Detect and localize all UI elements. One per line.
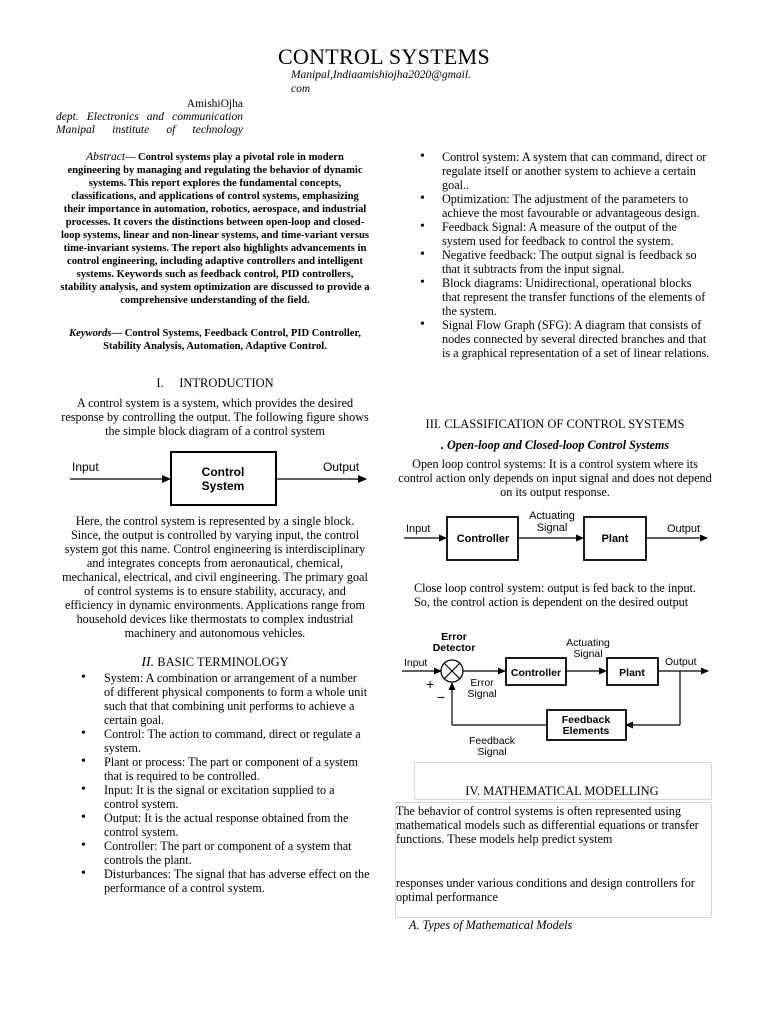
abstract-text: Control systems play a pivotal role in modern engineering by managing and regulating the behavior of dynamic systems. This report explores the fundamental concepts, classifications, and applications of control systems, emphasizing their importance in automation, robotics, aerospace, and industrial processes. It covers the distinctions between open-loop and closed-loop systems, linear and non-linear systems, and time-variant versus time-invariant systems. The report also highlights advancements in control engineering, including adaptive controllers and intelligent systems. Keywords such as feedback control, PID controllers, stability analysis, and system optimization are discussed to provide a comprehensive understanding of the field. bbox=[60, 152, 370, 306]
fig3-actuating-line-1: Actuating bbox=[566, 637, 610, 649]
email-line-1: Manipal,Indiaamishiojha2020@gmail. bbox=[291, 69, 471, 81]
term-item: • Signal Flow Graph (SFG): A diagram that consists of nodes connected by several directed branches and that is a graphical representation of a set of linear relations. bbox=[420, 318, 712, 360]
author-block bbox=[56, 98, 243, 137]
terminology-heading-num: II. bbox=[141, 655, 155, 670]
term-item: • Control: The action to command, direct or regulate a system. bbox=[60, 727, 370, 755]
subheading-prefix: . bbox=[440, 438, 444, 452]
abstract-lead: Abstract bbox=[86, 151, 126, 163]
fig3-error-detector-line-2: Detector bbox=[432, 642, 476, 654]
classification-subheading bbox=[398, 438, 712, 452]
open-loop-text: Open loop control systems: It is a control system where its control action only depends on input signal and does not depend on its output response. bbox=[398, 457, 712, 499]
term-item: • Output: It is the actual response obtained from the control system. bbox=[60, 811, 370, 839]
fig3-feedback-signal-line-1: Feedback bbox=[468, 735, 516, 747]
affiliation-line-1: dept. Electronics and communication bbox=[56, 111, 243, 123]
closed-loop-text-body: Close loop control system: output is fed back to the input. So, the control action is dependent on the desired output bbox=[414, 581, 696, 609]
fig3-error-detector-line-1: Error bbox=[441, 631, 467, 643]
paper-title: CONTROL SYSTEMS bbox=[277, 44, 491, 69]
fig1-block-line-1: Control bbox=[201, 465, 245, 479]
keywords-text: — Control Systems, Feedback Control, PID Controller, Stability Analysis, Automation, Adaptive Control. bbox=[103, 328, 361, 352]
fig2-plant-label: Plant bbox=[601, 533, 629, 545]
fig3-plant-label: Plant bbox=[619, 667, 645, 679]
term-item: • Negative feedback: The output signal is feedback so that it subtracts from the input signal. bbox=[420, 248, 712, 276]
fig1-block-line-2: System bbox=[201, 479, 245, 493]
keywords bbox=[60, 327, 370, 353]
intro-heading-text: INTRODUCTION bbox=[179, 376, 274, 390]
fig2-controller-label: Controller bbox=[456, 533, 510, 545]
terminology-heading bbox=[60, 655, 370, 670]
intro-heading bbox=[60, 376, 370, 390]
fig3-feedback-elements-line-2: Elements bbox=[562, 725, 610, 737]
subheading-text: Open-loop and Closed-loop Control Systems bbox=[446, 438, 670, 452]
fig3-output-label: Output bbox=[665, 656, 697, 668]
fig2-input-label: Input bbox=[406, 523, 431, 535]
term-item: • Controller: The part or component of a system that controls the plant. bbox=[60, 839, 370, 867]
keywords-lead: Keywords bbox=[69, 328, 112, 339]
figure-simple-block-diagram bbox=[66, 444, 370, 510]
modelling-heading: IV. MATHEMATICAL MODELLING bbox=[465, 784, 659, 798]
classification-heading: III. CLASSIFICATION OF CONTROL SYSTEMS bbox=[425, 417, 685, 431]
fig3-actuating-line-2: Signal bbox=[573, 648, 603, 660]
fig3-minus-sign: − bbox=[437, 689, 446, 705]
email-line-2: com bbox=[291, 82, 311, 95]
abstract-dash: — bbox=[125, 151, 136, 163]
abstract bbox=[60, 151, 370, 307]
fig3-feedback-elements-line-1: Feedback bbox=[561, 714, 611, 726]
term-item: • Plant or process: The part or component of a system that is required to be controlled. bbox=[60, 755, 370, 783]
figure-open-loop-diagram bbox=[400, 506, 712, 576]
fig3-error-signal-line-1: Error bbox=[470, 677, 494, 689]
term-item: • System: A combination or arrangement of a number of different physical components to form a whole unit such that that combining unit performs to achieve a certain goal. bbox=[60, 671, 370, 727]
fig1-input-label: Input bbox=[72, 460, 99, 474]
figure-closed-loop-diagram bbox=[400, 628, 712, 758]
term-item: • Block diagrams: Unidirectional, operational blocks that represent the transfer functions of the elements of the system. bbox=[420, 276, 712, 318]
term-item: • Control system: A system that can command, direct or regulate itself or another system to achieve a certain goal.. bbox=[420, 150, 712, 192]
author-email bbox=[291, 69, 481, 96]
closed-loop-text bbox=[414, 581, 714, 609]
fig3-feedback-signal-line-2: Signal bbox=[477, 746, 507, 758]
intro-heading-num: I. bbox=[156, 376, 164, 390]
term-item: • Feedback Signal: A measure of the output of the system used for feedback to control the system. bbox=[420, 220, 712, 248]
modelling-para-1: The behavior of control systems is often represented using mathematical models such as differential equations or transfer functions. These models help predict system bbox=[396, 804, 699, 846]
fig2-output-label: Output bbox=[667, 523, 701, 535]
terminology-list-right bbox=[420, 150, 712, 360]
modelling-subheading: A. Types of Mathematical Models bbox=[409, 918, 573, 932]
term-item: • Input: It is the signal or excitation supplied to a control system. bbox=[60, 783, 370, 811]
fig3-controller-label: Controller bbox=[510, 667, 562, 679]
intro-para-2: Here, the control system is represented by a single block. Since, the output is controlled by varying input, the control system got this name. Control engineering is interdisciplinary and integrates concepts from aeronautical, chemical, mechanical, electrical, and civil engineering. The primary goal of control systems is to ensure stability, accuracy, and efficiency in dynamic environments. Applications range from household devices like thermostats to complex industrial machinery and autonomous vehicles. bbox=[62, 514, 368, 640]
fig3-error-signal-line-2: Signal bbox=[467, 688, 497, 700]
terminology-list-left bbox=[60, 671, 370, 895]
fig1-output-label: Output bbox=[323, 460, 360, 474]
term-item: • Disturbances: The signal that has adverse effect on the performance of a control system. bbox=[60, 867, 370, 895]
author-name: AmishiOjha bbox=[186, 98, 243, 110]
fig3-plus-sign: + bbox=[426, 676, 435, 692]
fig3-input-label: Input bbox=[404, 657, 428, 669]
modelling-para-2: responses under various conditions and design controllers for optimal performance bbox=[396, 876, 695, 904]
affiliation-line-2: Manipal institute of technology bbox=[56, 124, 243, 136]
fig2-actuating-line-1: Actuating bbox=[529, 510, 575, 522]
fig2-actuating-line-2: Signal bbox=[536, 522, 568, 534]
term-item: • Optimization: The adjustment of the parameters to achieve the most favourable or advantageous design. bbox=[420, 192, 712, 220]
intro-para-1: A control system is a system, which provides the desired response by controlling the output. The following figure shows the simple block diagram of a control system bbox=[61, 396, 369, 438]
terminology-heading-text: BASIC TERMINOLOGY bbox=[157, 655, 289, 669]
